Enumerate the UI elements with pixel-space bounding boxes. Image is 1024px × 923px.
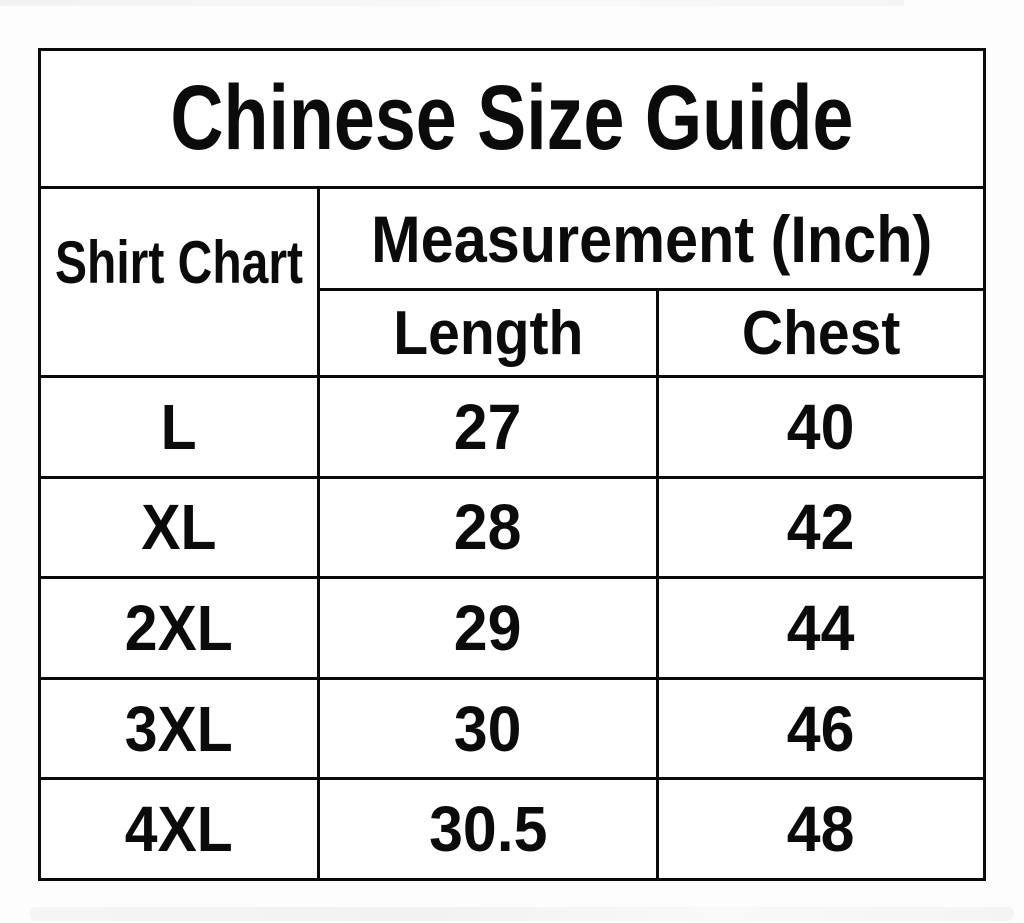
chest-header-label: Chest bbox=[741, 298, 901, 368]
size-label: 2XL bbox=[125, 591, 233, 664]
table-row-chest-cell bbox=[659, 479, 983, 577]
table-row-length-cell bbox=[320, 780, 656, 878]
length-value: 28 bbox=[454, 491, 522, 564]
table-row-size-cell bbox=[41, 780, 317, 878]
table-row-size-cell bbox=[41, 579, 317, 677]
length-value: 27 bbox=[454, 390, 522, 463]
length-value: 30 bbox=[454, 692, 522, 765]
table-title-cell bbox=[41, 51, 983, 186]
corner-label: Shirt Chart bbox=[54, 228, 304, 296]
table-row-length-cell bbox=[320, 680, 656, 778]
measurement-header-cell bbox=[320, 189, 983, 288]
measurement-header: Measurement (Inch) bbox=[370, 201, 933, 276]
shirt-chart-corner-cell bbox=[41, 189, 317, 375]
size-label: 3XL bbox=[125, 692, 233, 765]
table-row-size-cell bbox=[41, 378, 317, 476]
size-label: L bbox=[161, 390, 197, 463]
scan-noise-bottom bbox=[30, 907, 1014, 921]
table-row-length-cell bbox=[320, 479, 656, 577]
table-row-chest-cell bbox=[659, 680, 983, 778]
column-header-length bbox=[320, 291, 656, 375]
column-header-chest bbox=[659, 291, 983, 375]
chest-value: 40 bbox=[787, 390, 855, 463]
table-row-length-cell bbox=[320, 579, 656, 677]
table-row-chest-cell bbox=[659, 378, 983, 476]
chest-value: 42 bbox=[787, 491, 855, 564]
size-label: XL bbox=[141, 491, 217, 564]
length-value: 30.5 bbox=[428, 793, 548, 866]
table-title: Chinese Size Guide bbox=[170, 67, 854, 169]
chest-value: 46 bbox=[787, 692, 855, 765]
table-row-size-cell bbox=[41, 680, 317, 778]
size-guide-table bbox=[38, 48, 986, 881]
table-row-size-cell bbox=[41, 479, 317, 577]
size-label: 4XL bbox=[125, 793, 233, 866]
table-row-chest-cell bbox=[659, 780, 983, 878]
length-header-label: Length bbox=[392, 298, 584, 368]
table-row-chest-cell bbox=[659, 579, 983, 677]
chest-value: 44 bbox=[787, 591, 855, 664]
chest-value: 48 bbox=[787, 793, 855, 866]
length-value: 29 bbox=[454, 591, 522, 664]
scan-noise-top bbox=[0, 0, 904, 6]
table-row-length-cell bbox=[320, 378, 656, 476]
